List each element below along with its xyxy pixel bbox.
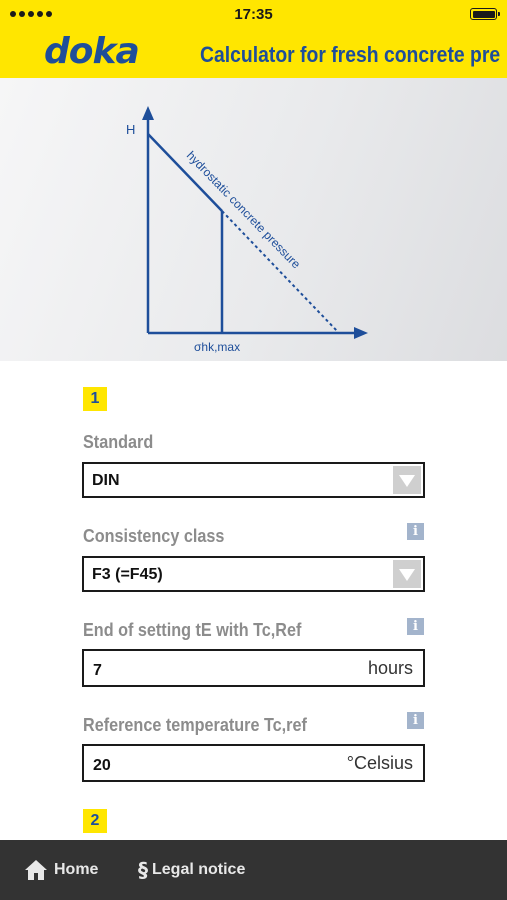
x-label: σhk,max — [194, 340, 241, 354]
status-bar — [0, 0, 507, 28]
doka-logo: doka — [44, 31, 139, 72]
app-header — [0, 28, 507, 78]
ref-temp-label: Reference temperature Tc,ref — [83, 715, 307, 735]
standard-select[interactable] — [82, 462, 425, 498]
end-of-setting-label: End of setting tE with Tc,Ref — [83, 620, 302, 640]
consistency-info-icon[interactable]: i — [407, 523, 424, 540]
pressure-line-dotted — [222, 211, 338, 332]
h-label: H — [126, 122, 136, 137]
step-1-badge: 1 — [83, 387, 107, 411]
legal-notice-label: Legal notice — [152, 861, 246, 878]
page-title: Calculator for fresh concrete pre — [200, 42, 501, 67]
paragraph-icon: § — [138, 858, 148, 882]
step-2-badge: 2 — [83, 809, 107, 833]
standard-value: DIN — [92, 472, 120, 489]
battery-icon — [470, 8, 497, 20]
end-of-setting-unit: hours — [367, 658, 413, 678]
ref-temp-value: 20 — [93, 757, 111, 774]
end-of-setting-input[interactable] — [82, 649, 425, 687]
consistency-select[interactable] — [82, 556, 425, 592]
home-button[interactable] — [24, 840, 98, 900]
legal-notice-button[interactable] — [138, 840, 245, 900]
ref-temp-unit: °Celsius — [346, 753, 413, 773]
end-of-setting-info-icon[interactable]: i — [407, 618, 424, 635]
home-icon — [24, 859, 48, 881]
pressure-diagram-svg — [0, 78, 507, 361]
pressure-diagram — [0, 78, 507, 361]
end-of-setting-value: 7 — [93, 662, 102, 679]
home-label: Home — [54, 861, 99, 878]
consistency-value: F3 (=F45) — [92, 566, 163, 583]
dropdown-arrow-icon[interactable] — [393, 560, 421, 588]
status-time: 17:35 — [234, 6, 273, 23]
line-label: hydrostatic concrete pressure — [183, 148, 304, 272]
ref-temp-input[interactable] — [82, 744, 425, 782]
y-axis-arrow — [142, 106, 154, 120]
dropdown-arrow-icon[interactable] — [393, 466, 421, 494]
standard-label: Standard — [83, 432, 154, 452]
ref-temp-info-icon[interactable]: i — [407, 712, 424, 729]
bottom-nav — [0, 840, 507, 900]
x-axis-arrow — [354, 327, 368, 339]
consistency-label: Consistency class — [83, 526, 225, 546]
